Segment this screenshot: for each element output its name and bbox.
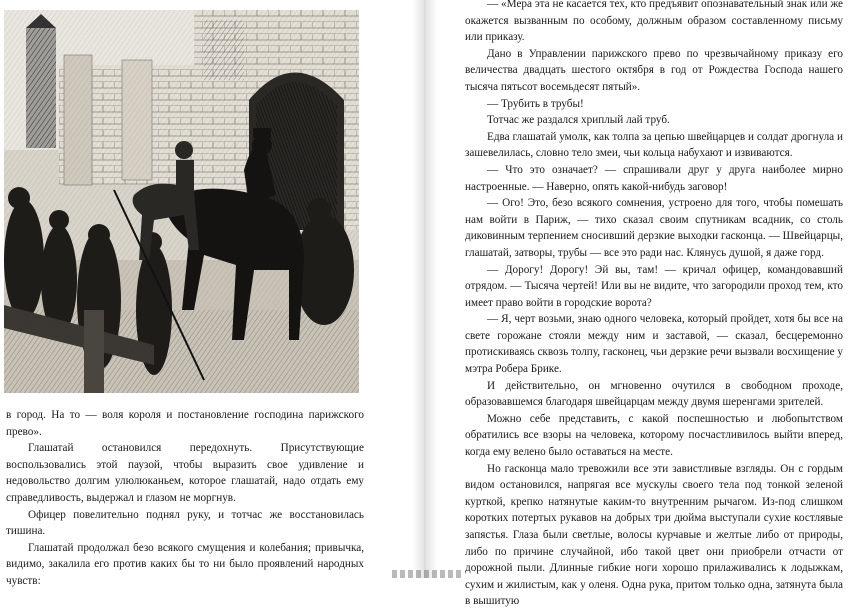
paragraph: Тотчас же раздался хриплый лай труб. xyxy=(487,114,670,127)
paragraph: — Дорогу! Дорогу! Эй вы, там! — кричал офицер, командовавший отрядом. — Тысяча чертей! Или вы не видите, что загородили проход тем, кто имеет право войти в городские ворота? xyxy=(465,263,843,309)
right-page-text xyxy=(465,0,843,610)
paragraph: в город. На то — воля короля и постановление господина парижского прево». xyxy=(6,409,364,438)
paragraph: Дано в Управлении парижского прево по чрезвычайному приказу его величества двадцать шестого октября в год от Рождества Господа нашего тысяча пятьсот восемьдесят пятый». xyxy=(465,47,843,93)
page-edge-mark xyxy=(392,570,462,578)
paragraph: Глашатай остановился передохнуть. Присутствующие воспользовались этой паузой, чтобы выразить свое удивление и недовольство долгим улюлюканьем, которое глашатай, надо отдать ему справедливость, выдержал и глазом не моргнув. xyxy=(6,442,364,504)
left-page xyxy=(0,0,425,587)
paragraph: Офицер повелительно поднял руку, и тотчас же восстановилась тишина. xyxy=(6,508,364,538)
paragraph: — «Мера эта не касается тех, кто предъявит опознавательный знак или же окажется вызванным по особому, должным образом составленному письму или приказу. xyxy=(465,0,843,44)
paragraph: Едва глашатай умолк, как толпа за цепью швейцарцев и солдат дрогнула и зашевелилась, словно тело змеи, чьи кольца набухают и извиваются. xyxy=(465,130,843,160)
paragraph: Можно себе представить, с какой поспешностью и любопытством обратились все взоры на человека, которому посчастливилось выйти вперед, когда ему велено было оставаться на месте. xyxy=(465,412,843,459)
paragraph: — Ого! Это, безо всякого сомнения, устроено для того, чтобы помешать нам войти в Париж, — тихо сказал своим спутникам всадник, со столь диковинным терпением сносивший дерзкие выходки гасконца. — Швейцарцы, глашатай, затворы, трубы — все это ради нас. Клянусь душой, я даже горд. xyxy=(465,197,843,259)
paragraph: — Я, черт возьми, знаю одного человека, который пройдет, хотя бы все на свете горожане стояли между ним и заставой, — сказал, бесцеремонно протискиваясь сквозь толпу, гасконец, чьи дерзкие речи вызвали восхищение у мэтра Робера Брике. xyxy=(465,313,843,376)
paragraph: Но гасконца мало тревожили все эти завистливые взгляды. Он с гордым видом остановился, напрягая все мускулы своего тела под тонкой зеленой курткой, крепко натянутые каким-то внутренним рычагом. Из-под слишком коротких потертых рукавов на добрых три дюйма выступали сухие костлявые запястья. Глаза были светлые, волосы курчавые и желтые либо от природы, либо по причине случайной, ибо такой цвет они приобрели отчасти от дорожной пыли. Длинные гибкие ноги хорошо прилаживались к лодыжкам, сухим и жилистым, как у оленя. Одна рука, притом только одна, затянута была в вышитую xyxy=(465,462,843,608)
paragraph: И действительно, он мгновенно очутился в свободном проходе, образовавшемся благодаря швейцарцам между двумя шеренгами зрителей. xyxy=(465,379,843,409)
engraving-illustration xyxy=(4,10,359,393)
left-page-text xyxy=(6,407,364,590)
paragraph: — Трубить в трубы! xyxy=(487,97,584,110)
right-page xyxy=(425,0,850,608)
engraving-drawing xyxy=(4,10,359,393)
paragraph: Глашатай продолжал безо всякого смущения и колебания; привычка, видимо, закалила его против каких бы то ни было проявлений народных чувств: xyxy=(6,541,364,587)
paragraph: — Что это означает? — спрашивали друг у друга наиболее мирно настроенные. — Наверно, опять какой-нибудь заговор! xyxy=(465,163,843,193)
